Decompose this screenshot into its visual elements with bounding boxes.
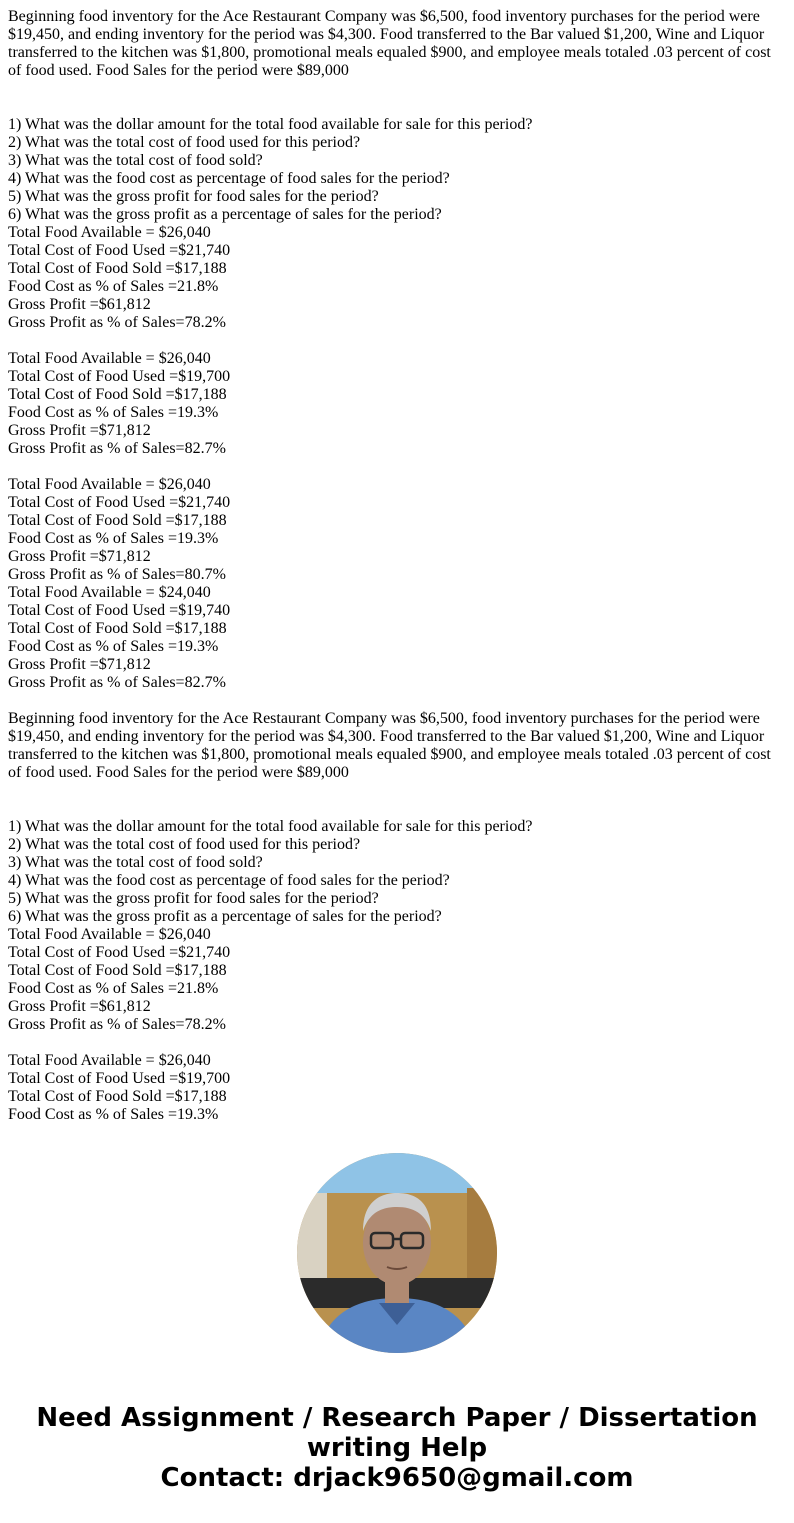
answer-line: Gross Profit =$61,812 xyxy=(8,296,151,313)
question-item: 1) What was the dollar amount for the total food available for sale for this period? xyxy=(8,818,533,835)
question-item: 3) What was the total cost of food sold? xyxy=(8,152,263,169)
answer-line: Total Cost of Food Used =$19,700 xyxy=(8,368,231,385)
answer-line: Total Cost of Food Sold =$17,188 xyxy=(8,260,227,277)
answer-line: Food Cost as % of Sales =19.3% xyxy=(8,404,219,421)
promo-line-1: Need Assignment / Research Paper / Dissertation xyxy=(36,1403,758,1433)
answer-line: Total Cost of Food Used =$21,740 xyxy=(8,242,231,259)
answer-line: Gross Profit as % of Sales=78.2% xyxy=(8,1016,226,1033)
answer-line: Gross Profit as % of Sales=82.7% xyxy=(8,674,226,691)
answer-line: Total Cost of Food Sold =$17,188 xyxy=(8,620,227,637)
avatar-sky xyxy=(297,1153,497,1193)
answer-set-6 xyxy=(8,1052,778,1124)
question-item: 5) What was the gross profit for food sales for the period? xyxy=(8,890,379,907)
avatar xyxy=(297,1153,497,1353)
answer-set-3 xyxy=(8,476,778,584)
answer-line: Food Cost as % of Sales =19.3% xyxy=(8,1106,219,1123)
answer-line: Total Cost of Food Used =$19,740 xyxy=(8,602,231,619)
avatar-portrait xyxy=(297,1153,497,1353)
question-item: 2) What was the total cost of food used for this period? xyxy=(8,836,361,853)
promo-banner xyxy=(0,1403,794,1493)
answer-line: Total Cost of Food Sold =$17,188 xyxy=(8,1088,227,1105)
question-item: 6) What was the gross profit as a percentage of sales for the period? xyxy=(8,206,442,223)
question-list xyxy=(8,116,778,224)
problem-statement-repeat: Beginning food inventory for the Ace Restaurant Company was $6,500, food inventory purchases for the period were $19,450, and ending inventory for the period was $4,300. Food transferred to the Bar valued $1,200, Wine and Liquor transferred to the kitchen was $1,800, promotional meals equaled $900, and employee meals totaled .03 percent of cost of food used. Food Sales for the period were $89,000 xyxy=(8,710,771,781)
question-item: 5) What was the gross profit for food sales for the period? xyxy=(8,188,379,205)
answer-line: Total Cost of Food Used =$21,740 xyxy=(8,944,231,961)
answer-set-2 xyxy=(8,350,778,458)
answer-line: Gross Profit =$61,812 xyxy=(8,998,151,1015)
problem-statement: Beginning food inventory for the Ace Restaurant Company was $6,500, food inventory purchases for the period were $19,450, and ending inventory for the period was $4,300. Food transferred to the Bar valued $1,200, Wine and Liquor transferred to the kitchen was $1,800, promotional meals equaled $900, and employee meals totaled .03 percent of cost of food used. Food Sales for the period were $89,000 xyxy=(8,8,771,79)
answer-line: Total Food Available = $26,040 xyxy=(8,476,211,493)
answer-line: Food Cost as % of Sales =19.3% xyxy=(8,638,219,655)
question-item: 2) What was the total cost of food used for this period? xyxy=(8,134,361,151)
answer-line: Gross Profit as % of Sales=82.7% xyxy=(8,440,226,457)
answer-line: Total Cost of Food Sold =$17,188 xyxy=(8,962,227,979)
question-list-repeat xyxy=(8,818,778,926)
answer-line: Gross Profit =$71,812 xyxy=(8,548,151,565)
answer-line: Total Cost of Food Sold =$17,188 xyxy=(8,386,227,403)
answer-set-4 xyxy=(8,584,778,692)
answer-line: Food Cost as % of Sales =21.8% xyxy=(8,278,219,295)
answer-line: Total Food Available = $26,040 xyxy=(8,224,211,241)
answer-line: Total Cost of Food Used =$19,700 xyxy=(8,1070,231,1087)
answer-line: Total Food Available = $26,040 xyxy=(8,1052,211,1069)
question-item: 4) What was the food cost as percentage of food sales for the period? xyxy=(8,170,450,187)
question-item: 1) What was the dollar amount for the total food available for sale for this period? xyxy=(8,116,533,133)
promo-contact: Contact: drjack9650@gmail.com xyxy=(160,1463,634,1493)
answer-line: Total Cost of Food Sold =$17,188 xyxy=(8,512,227,529)
question-item: 3) What was the total cost of food sold? xyxy=(8,854,263,871)
answer-set-1 xyxy=(8,224,778,332)
answer-line: Gross Profit as % of Sales=80.7% xyxy=(8,566,226,583)
answer-line: Total Food Available = $26,040 xyxy=(8,926,211,943)
answer-line: Gross Profit =$71,812 xyxy=(8,656,151,673)
document-body xyxy=(8,8,778,1124)
answer-line: Gross Profit =$71,812 xyxy=(8,422,151,439)
answer-set-5 xyxy=(8,926,778,1034)
question-item: 6) What was the gross profit as a percentage of sales for the period? xyxy=(8,908,442,925)
answer-line: Total Food Available = $24,040 xyxy=(8,584,211,601)
promo-line-2: writing Help xyxy=(306,1433,488,1463)
answer-line: Food Cost as % of Sales =19.3% xyxy=(8,530,219,547)
answer-line: Total Food Available = $26,040 xyxy=(8,350,211,367)
question-item: 4) What was the food cost as percentage of food sales for the period? xyxy=(8,872,450,889)
answer-line: Gross Profit as % of Sales=78.2% xyxy=(8,314,226,331)
answer-line: Total Cost of Food Used =$21,740 xyxy=(8,494,231,511)
answer-line: Food Cost as % of Sales =21.8% xyxy=(8,980,219,997)
